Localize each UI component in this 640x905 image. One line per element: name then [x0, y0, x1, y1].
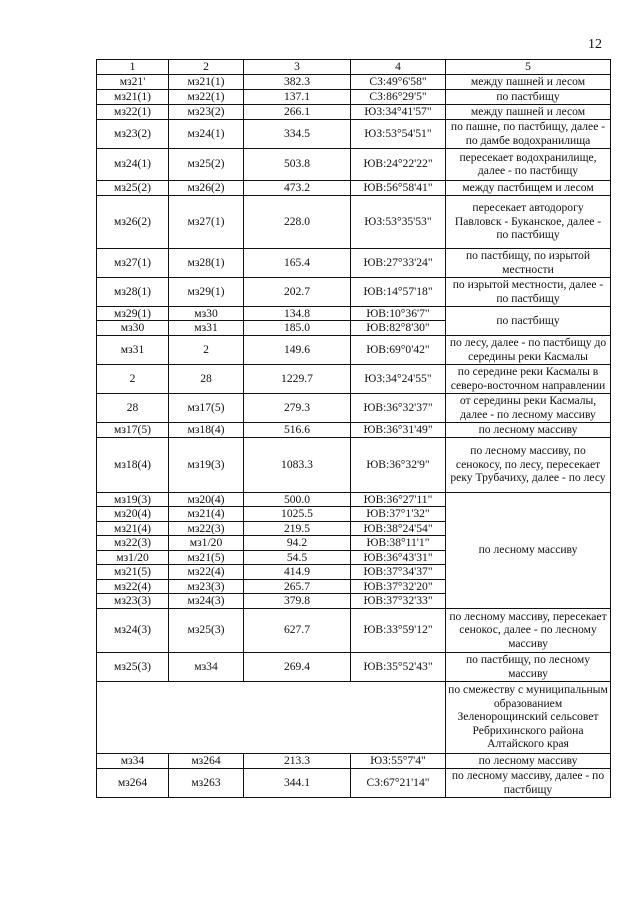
length-cell: 269.4	[244, 652, 351, 681]
description-cell: по лесу, далее - по пастбищу до середины реки Касмалы	[446, 335, 611, 364]
bearing-cell: ЮЗ:34°24'55"	[351, 364, 446, 393]
length-cell: 344.1	[244, 768, 351, 797]
bearing-cell: ЮЗ:34°41'57"	[351, 104, 446, 119]
description-cell: по середине реки Касмалы в северо-восточном направлении	[446, 364, 611, 393]
to-point-cell: мз24(1)	[169, 119, 244, 148]
length-cell: 334.5	[244, 119, 351, 148]
bearing-cell: ЮЗ:53°35'53"	[351, 195, 446, 248]
header-cell-3: 3	[244, 60, 351, 75]
header-cell-2: 2	[169, 60, 244, 75]
bearing-cell: ЮВ:36°32'37"	[351, 393, 446, 422]
to-point-cell: мз17(5)	[169, 393, 244, 422]
length-cell: 137.1	[244, 89, 351, 104]
bearing-cell: ЮВ:33°59'12"	[351, 608, 446, 652]
to-point-cell: мз22(3)	[169, 521, 244, 536]
to-point-cell: мз19(3)	[169, 437, 244, 492]
table-row	[97, 119, 611, 148]
from-point-cell: мз20(4)	[97, 507, 169, 522]
from-point-cell: мз22(3)	[97, 536, 169, 551]
description-cell: по лесному массиву	[446, 753, 611, 768]
description-cell: между пашней и лесом	[446, 104, 611, 119]
description-cell: по лесному массиву	[446, 492, 611, 608]
bearing-cell: СЗ:67°21'14"	[351, 768, 446, 797]
length-cell: 414.9	[244, 565, 351, 580]
to-point-cell: мз263	[169, 768, 244, 797]
length-cell: 473.2	[244, 180, 351, 195]
bearing-cell: ЮВ:56°58'41"	[351, 180, 446, 195]
bearing-cell: ЮВ:37°32'20"	[351, 579, 446, 594]
from-point-cell: мз30	[97, 321, 169, 336]
to-point-cell: 28	[169, 364, 244, 393]
bearing-cell: ЮВ:10°36'7"	[351, 306, 446, 321]
header-cell-1: 1	[97, 60, 169, 75]
bearing-cell: ЮВ:36°32'9"	[351, 437, 446, 492]
description-cell: по лесному массиву, далее - по пастбищу	[446, 768, 611, 797]
length-cell: 279.3	[244, 393, 351, 422]
header-cell-4: 4	[351, 60, 446, 75]
table-row	[97, 148, 611, 180]
length-cell: 1025.5	[244, 507, 351, 522]
description-cell: по лесному массиву, пересекает сенокос, далее - по лесному массиву	[446, 608, 611, 652]
length-cell: 213.3	[244, 753, 351, 768]
bearing-cell: ЮЗ:55°7'4"	[351, 753, 446, 768]
to-point-cell: мз22(4)	[169, 565, 244, 580]
length-cell: 54.5	[244, 550, 351, 565]
from-point-cell: мз34	[97, 753, 169, 768]
bearing-cell: ЮВ:38°11'1"	[351, 536, 446, 551]
to-point-cell: мз29(1)	[169, 277, 244, 306]
table-row	[97, 652, 611, 681]
from-point-cell: мз23(3)	[97, 594, 169, 609]
to-point-cell: мз1/20	[169, 536, 244, 551]
to-point-cell: мз24(3)	[169, 594, 244, 609]
length-cell: 134.8	[244, 306, 351, 321]
bearing-cell: ЮВ:38°24'54"	[351, 521, 446, 536]
merged-empty-cell	[97, 681, 446, 753]
description-cell: по пастбищу	[446, 89, 611, 104]
length-cell: 202.7	[244, 277, 351, 306]
bearing-cell: СЗ:49°6'58"	[351, 74, 446, 89]
page-number: 12	[588, 37, 602, 52]
to-point-cell: мз20(4)	[169, 492, 244, 507]
to-point-cell: мз21(1)	[169, 74, 244, 89]
from-point-cell: мз26(2)	[97, 195, 169, 248]
length-cell: 265.7	[244, 579, 351, 594]
to-point-cell: мз21(4)	[169, 507, 244, 522]
to-point-cell: мз27(1)	[169, 195, 244, 248]
to-point-cell: мз28(1)	[169, 248, 244, 277]
bearing-cell: ЮВ:36°27'11"	[351, 492, 446, 507]
bearing-cell: ЮВ:35°52'43"	[351, 652, 446, 681]
table-row	[97, 306, 611, 321]
from-point-cell: мз25(2)	[97, 180, 169, 195]
boundary-table	[96, 59, 611, 798]
length-cell: 266.1	[244, 104, 351, 119]
from-point-cell: мз18(4)	[97, 437, 169, 492]
table-row	[97, 248, 611, 277]
table-row	[97, 608, 611, 652]
bearing-cell: ЮВ:27°33'24"	[351, 248, 446, 277]
from-point-cell: мз24(1)	[97, 148, 169, 180]
from-point-cell: мз21(1)	[97, 89, 169, 104]
length-cell: 503.8	[244, 148, 351, 180]
bearing-cell: ЮВ:14°57'18"	[351, 277, 446, 306]
description-cell: по пастбищу	[446, 306, 611, 335]
bearing-cell: ЮВ:37°32'33"	[351, 594, 446, 609]
from-point-cell: 28	[97, 393, 169, 422]
to-point-cell: 2	[169, 335, 244, 364]
from-point-cell: мз29(1)	[97, 306, 169, 321]
table-row	[97, 393, 611, 422]
from-point-cell: мз264	[97, 768, 169, 797]
from-point-cell: мз24(3)	[97, 608, 169, 652]
length-cell: 185.0	[244, 321, 351, 336]
from-point-cell: мз21'	[97, 74, 169, 89]
table-row	[97, 437, 611, 492]
length-cell: 516.6	[244, 422, 351, 437]
from-point-cell: мз23(2)	[97, 119, 169, 148]
bearing-cell: ЮВ:69°0'42"	[351, 335, 446, 364]
header-row	[97, 60, 611, 75]
to-point-cell: мз18(4)	[169, 422, 244, 437]
table-row	[97, 681, 611, 753]
table-row	[97, 89, 611, 104]
length-cell: 1229.7	[244, 364, 351, 393]
description-cell: по пастбищу, по изрытой местности	[446, 248, 611, 277]
length-cell: 500.0	[244, 492, 351, 507]
bearing-cell: ЮВ:24°22'22"	[351, 148, 446, 180]
bearing-cell: ЮВ:36°43'31"	[351, 550, 446, 565]
length-cell: 94.2	[244, 536, 351, 551]
length-cell: 219.5	[244, 521, 351, 536]
description-cell: по смежеству с муниципальным образованием Зеленорощинский сельсовет Ребрихинского района Алтайского края	[446, 681, 611, 753]
description-cell: по изрытой местности, далее - по пастбищу	[446, 277, 611, 306]
length-cell: 382.3	[244, 74, 351, 89]
from-point-cell: мз22(1)	[97, 104, 169, 119]
description-cell: пересекает водохранилище, далее - по пастбищу	[446, 148, 611, 180]
table-row	[97, 753, 611, 768]
table-row	[97, 364, 611, 393]
length-cell: 149.6	[244, 335, 351, 364]
length-cell: 379.8	[244, 594, 351, 609]
to-point-cell: мз26(2)	[169, 180, 244, 195]
from-point-cell: мз28(1)	[97, 277, 169, 306]
bearing-cell: ЮВ:82°8'30"	[351, 321, 446, 336]
from-point-cell: мз27(1)	[97, 248, 169, 277]
from-point-cell: мз19(3)	[97, 492, 169, 507]
to-point-cell: мз22(1)	[169, 89, 244, 104]
length-cell: 1083.3	[244, 437, 351, 492]
header-cell-5: 5	[446, 60, 611, 75]
to-point-cell: мз264	[169, 753, 244, 768]
table-row	[97, 104, 611, 119]
table-row	[97, 195, 611, 248]
table-row	[97, 422, 611, 437]
bearing-cell: ЮЗ:53°54'51"	[351, 119, 446, 148]
description-cell: пересекает автодорогу Павловск - Буканское, далее - по пастбищу	[446, 195, 611, 248]
from-point-cell: мз31	[97, 335, 169, 364]
table-body	[97, 60, 611, 798]
bearing-cell: СЗ:86°29'5"	[351, 89, 446, 104]
from-point-cell: мз17(5)	[97, 422, 169, 437]
to-point-cell: мз31	[169, 321, 244, 336]
table-row	[97, 277, 611, 306]
length-cell: 228.0	[244, 195, 351, 248]
length-cell: 627.7	[244, 608, 351, 652]
to-point-cell: мз25(2)	[169, 148, 244, 180]
description-cell: по лесному массиву	[446, 422, 611, 437]
from-point-cell: мз21(5)	[97, 565, 169, 580]
to-point-cell: мз21(5)	[169, 550, 244, 565]
from-point-cell: мз22(4)	[97, 579, 169, 594]
to-point-cell: мз30	[169, 306, 244, 321]
from-point-cell: 2	[97, 364, 169, 393]
to-point-cell: мз23(2)	[169, 104, 244, 119]
table-row	[97, 180, 611, 195]
description-cell: по лесному массиву, по сенокосу, по лесу, пересекает реку Трубачиху, далее - по лесу	[446, 437, 611, 492]
bearing-cell: ЮВ:36°31'49"	[351, 422, 446, 437]
table-row	[97, 335, 611, 364]
table-row	[97, 768, 611, 797]
description-cell: по пашне, по пастбищу, далее - по дамбе водохранилища	[446, 119, 611, 148]
table-row	[97, 492, 611, 507]
description-cell: между пастбищем и лесом	[446, 180, 611, 195]
from-point-cell: мз1/20	[97, 550, 169, 565]
to-point-cell: мз25(3)	[169, 608, 244, 652]
description-cell: между пашней и лесом	[446, 74, 611, 89]
from-point-cell: мз25(3)	[97, 652, 169, 681]
description-cell: по пастбищу, по лесному массиву	[446, 652, 611, 681]
to-point-cell: мз23(3)	[169, 579, 244, 594]
description-cell: от середины реки Касмалы, далее - по лесному массиву	[446, 393, 611, 422]
table-row	[97, 74, 611, 89]
length-cell: 165.4	[244, 248, 351, 277]
bearing-cell: ЮВ:37°1'32"	[351, 507, 446, 522]
to-point-cell: мз34	[169, 652, 244, 681]
from-point-cell: мз21(4)	[97, 521, 169, 536]
bearing-cell: ЮВ:37°34'37"	[351, 565, 446, 580]
